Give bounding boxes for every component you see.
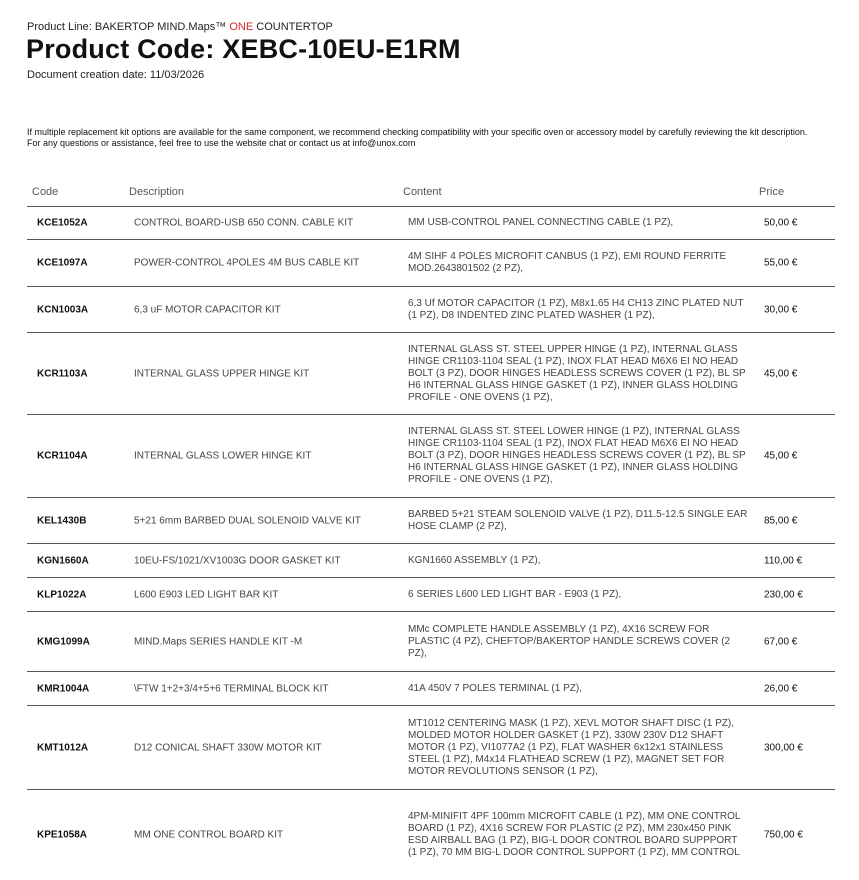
row-description: INTERNAL GLASS UPPER HINGE KIT bbox=[134, 368, 310, 379]
table-row bbox=[27, 706, 835, 790]
row-content: MT1012 CENTERING MASK (1 PZ), XEVL MOTOR SHAFT DISC (1 PZ), MOLDED MOTOR HOLDER GASKET (1 PZ), 330W 230V D12 SHAFT MOTOR (1 PZ), VI1077A2 (1 PZ), FLAT WASHER 6x12x1 STAINLESS STEEL (1 PZ), M4x14 FLATHEAD SCREW (1 PZ), MAGNET SET FOR MOTOR REVOLUTIONS SENSOR (1 PZ), bbox=[408, 717, 734, 777]
row-content: KGN1660 ASSEMBLY (1 PZ), bbox=[408, 554, 541, 566]
row-price: 85,00 € bbox=[764, 515, 798, 526]
header-price: Price bbox=[759, 186, 785, 198]
row-description: POWER-CONTROL 4POLES 4M BUS CABLE KIT bbox=[134, 257, 360, 269]
row-price: 750,00 € bbox=[764, 829, 803, 841]
row-code: KMG1099A bbox=[37, 636, 90, 647]
table-row bbox=[27, 498, 835, 544]
row-price: 26,00 € bbox=[764, 683, 798, 694]
notice-line-2: For any questions or assistance, feel free to use the website chat or contact us at info@unox.com bbox=[27, 138, 416, 148]
row-price: 50,00 € bbox=[764, 217, 798, 229]
table-row bbox=[27, 612, 835, 672]
row-code: KCN1003A bbox=[37, 304, 89, 315]
row-price: 45,00 € bbox=[764, 450, 798, 462]
row-code: KCR1103A bbox=[37, 368, 88, 379]
row-content: 41A 450V 7 POLES TERMINAL (1 PZ), bbox=[408, 682, 582, 694]
row-content: INTERNAL GLASS ST. STEEL UPPER HINGE (1 PZ), INTERNAL GLASS HINGE CR1103-1104 SEAL (1 PZ), INOX FLAT HEAD M6X6 EI NO HEAD BOLT (3 PZ), DOOR HINGES HEADLESS SCREWS COVER (1 PZ), BL SP H6 INTERNAL GLASS HINGE GASKET (1 PZ), INNER GLASS HOLDING PROFILE - ONE OVENS (1 PZ), bbox=[408, 343, 746, 403]
table-row bbox=[27, 578, 835, 612]
table-row bbox=[27, 544, 835, 578]
row-code: KLP1022A bbox=[37, 589, 87, 600]
row-code: KCE1097A bbox=[37, 257, 88, 269]
row-code: KGN1660A bbox=[37, 555, 89, 566]
row-code: KPE1058A bbox=[37, 829, 88, 841]
product-line-accent: ONE bbox=[229, 21, 254, 33]
row-price: 230,00 € bbox=[764, 589, 803, 600]
header-code: Code bbox=[32, 186, 59, 198]
row-content: MMc COMPLETE HANDLE ASSEMBLY (1 PZ), 4X16 SCREW FOR PLASTIC (4 PZ), CHEFTOP/BAKERTOP HANDLE SCREWS COVER (2 PZ), bbox=[408, 623, 731, 659]
row-content: INTERNAL GLASS ST. STEEL LOWER HINGE (1 PZ), INTERNAL GLASS HINGE CR1103-1104 SEAL (1 PZ), INOX FLAT HEAD M6X6 EI NO HEAD BOLT (3 PZ), DOOR HINGES HEADLESS SCREWS COVER (1 PZ), BL SP H6 INTERNAL GLASS HINGE GASKET (1 PZ), INNER GLASS HOLDING PROFILE - ONE OVENS (1 PZ), bbox=[408, 426, 746, 485]
row-content: MM USB-CONTROL PANEL CONNECTING CABLE (1 PZ), bbox=[408, 217, 674, 228]
row-content: 6 SERIES L600 LED LIGHT BAR - E903 (1 PZ), bbox=[408, 588, 622, 600]
notice-text bbox=[27, 127, 807, 149]
row-description: D12 CONICAL SHAFT 330W MOTOR KIT bbox=[134, 742, 322, 753]
header-description: Description bbox=[129, 186, 185, 198]
table-row bbox=[27, 790, 835, 880]
row-description: MIND.Maps SERIES HANDLE KIT -M bbox=[134, 636, 303, 647]
row-price: 55,00 € bbox=[764, 257, 798, 269]
row-price: 30,00 € bbox=[764, 304, 798, 315]
product-code-title: Product Code: XEBC-10EU-E1RM bbox=[26, 34, 461, 64]
row-description: 6,3 uF MOTOR CAPACITOR KIT bbox=[134, 304, 281, 315]
row-code: KCE1052A bbox=[37, 217, 88, 229]
creation-date: Document creation date: 11/03/2026 bbox=[27, 69, 205, 81]
row-description: 10EU-FS/1021/XV1003G DOOR GASKET KIT bbox=[134, 555, 341, 566]
spare-parts-table bbox=[27, 178, 835, 880]
row-description: INTERNAL GLASS LOWER HINGE KIT bbox=[134, 450, 312, 462]
product-line-suffix: COUNTERTOP bbox=[256, 21, 333, 33]
row-content: 4M SIHF 4 POLES MICROFIT CANBUS (1 PZ), EMI ROUND FERRITE MOD.2643801502 (2 PZ), bbox=[408, 251, 727, 274]
table-row bbox=[27, 672, 835, 706]
row-content: 4PM-MINIFIT 4PF 100mm MICROFIT CABLE (1 PZ), MM ONE CONTROL BOARD (1 PZ), 4X16 SCREW FOR PLASTIC (2 PZ), MM 230x450 PINK ESD AIRBALL BAG (1 PZ), BIG-L DOOR CONTROL BOARD SUPPPORT (1 PZ), 70 MM BIG-L DOOR CONTROL SUPPORT (1 PZ), MM CONTROL bbox=[408, 811, 741, 858]
row-content: BARBED 5+21 STEAM SOLENOID VALVE (1 PZ), D11.5-12.5 SINGLE EAR HOSE CLAMP (2 PZ), bbox=[408, 508, 748, 532]
table-row bbox=[27, 240, 835, 287]
row-code: KCR1104A bbox=[37, 450, 88, 462]
row-description: MM ONE CONTROL BOARD KIT bbox=[134, 829, 284, 841]
table-row bbox=[27, 287, 835, 333]
product-line bbox=[27, 21, 333, 33]
row-price: 45,00 € bbox=[764, 368, 798, 379]
row-price: 110,00 € bbox=[764, 555, 803, 566]
row-price: 67,00 € bbox=[764, 636, 798, 647]
product-line-prefix: Product Line: BAKERTOP MIND.Maps™ bbox=[27, 21, 227, 33]
row-description: CONTROL BOARD-USB 650 CONN. CABLE KIT bbox=[134, 217, 354, 229]
row-code: KMR1004A bbox=[37, 683, 90, 694]
row-description: L600 E903 LED LIGHT BAR KIT bbox=[134, 589, 279, 600]
row-description: 5+21 6mm BARBED DUAL SOLENOID VALVE KIT bbox=[134, 515, 361, 526]
table-header bbox=[27, 178, 835, 207]
row-code: KEL1430B bbox=[37, 515, 87, 526]
header-content: Content bbox=[403, 186, 442, 198]
table-row bbox=[27, 207, 835, 240]
notice-line-1: If multiple replacement kit options are available for the same component, we recommend checking compatibility with your specific oven or accessory model by carefully reviewing the kit description. bbox=[27, 127, 808, 137]
table-row bbox=[27, 333, 835, 415]
table-row bbox=[27, 415, 835, 498]
row-description: \FTW 1+2+3/4+5+6 TERMINAL BLOCK KIT bbox=[134, 683, 329, 694]
row-price: 300,00 € bbox=[764, 742, 803, 753]
row-code: KMT1012A bbox=[37, 742, 89, 753]
row-content: 6,3 Uf MOTOR CAPACITOR (1 PZ), M8x1.65 H4 CH13 ZINC PLATED NUT (1 PZ), D8 INDENTED ZINC PLATED WASHER (1 PZ), bbox=[408, 297, 744, 321]
